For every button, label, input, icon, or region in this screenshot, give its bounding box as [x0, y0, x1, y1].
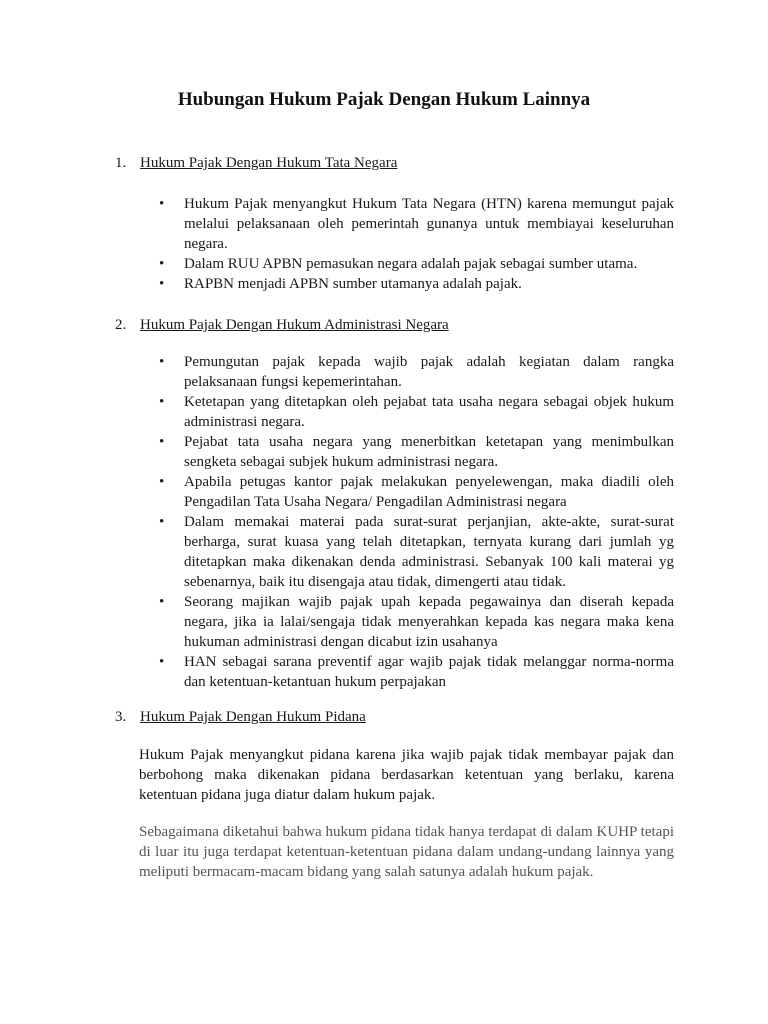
section-number: 1.: [115, 155, 127, 171]
bullet-icon: •: [159, 394, 165, 410]
list-item: • RAPBN menjadi APBN sumber utamanya adalah pajak.: [159, 276, 522, 292]
list-item: • Hukum Pajak menyangkut Hukum Tata Negara (HTN) karena memungut pajak melalui pelaksanaan oleh pemerintah gunanya untuk membiayai keseluruhan negara.: [159, 196, 674, 252]
list-item: • Pejabat tata usaha negara yang menerbitkan ketetapan yang menimbulkan sengketa sebagai subjek hukum administrasi negara.: [159, 434, 674, 470]
list-item: • Seorang majikan wajib pajak upah kepada pegawainya dan diserah kepada negara, jika ia lalai/sengaja tidak menyerahkan kepada kas negara maka kena hukuman administrasi dengan dicabut izin usahanya: [159, 594, 674, 650]
section-title: Hukum Pajak Dengan Hukum Pidana: [140, 709, 366, 725]
section-heading-1: [115, 153, 675, 173]
bullet-icon: •: [159, 654, 165, 670]
bullet-icon: •: [159, 256, 165, 272]
section-title: Hukum Pajak Dengan Hukum Administrasi Negara: [140, 317, 449, 333]
list-item: • Pemungutan pajak kepada wajib pajak adalah kegiatan dalam rangka pelaksanaan fungsi kepemerintahan.: [159, 354, 674, 390]
list-item: • Dalam RUU APBN pemasukan negara adalah pajak sebagai sumber utama.: [159, 256, 638, 272]
list-item: • Dalam memakai materai pada surat-surat perjanjian, akte-akte, surat-surat berharga, surat kuasa yang telah ditetapkan, ternyata kurang dari jumlah yg ditetapkan maka dikenakan denda administrasi. Sebanyak 100 kali materai yg sebenarnya, baik itu disengaja atau tidak, dimengerti atau tidak.: [159, 514, 674, 590]
section-number: 2.: [115, 317, 127, 333]
list-item: • Ketetapan yang ditetapkan oleh pejabat tata usaha negara sebagai objek hukum administrasi negara.: [159, 394, 674, 430]
section-title: Hukum Pajak Dengan Hukum Tata Negara: [140, 155, 398, 171]
bullet-icon: •: [159, 474, 165, 490]
section-heading-3: [115, 707, 675, 727]
paragraph-2: Sebagaimana diketahui bahwa hukum pidana tidak hanya terdapat di dalam KUHP tetapi di luar itu juga terdapat ketentuan-ketentuan pidana dalam undang-undang lainnya yang meliputi bermacam-macam bidang yang salah satunya adalah hukum pajak.: [139, 824, 674, 880]
bullet-icon: •: [159, 196, 165, 212]
section-number: 3.: [115, 709, 127, 725]
paragraph-1: Hukum Pajak menyangkut pidana karena jika wajib pajak tidak membayar pajak dan berbohong maka dikenakan pidana berdasarkan ketentuan yang berlaku, karena ketentuan pidana juga diatur dalam hukum pajak.: [139, 747, 674, 803]
list-item: • Apabila petugas kantor pajak melakukan penyelewengan, maka diadili oleh Pengadilan Tata Usaha Negara/ Pengadilan Administrasi negara: [159, 474, 674, 510]
document-title: Hubungan Hukum Pajak Dengan Hukum Lainnya: [177, 89, 591, 110]
bullet-icon: •: [159, 434, 165, 450]
bullet-list-1: [157, 194, 674, 294]
list-item: • HAN sebagai sarana preventif agar wajib pajak tidak melanggar norma-norma dan ketentuan-ketantuan hukum perpajakan: [159, 654, 674, 690]
section-heading-2: [115, 315, 675, 335]
bullet-icon: •: [159, 514, 165, 530]
bullet-icon: •: [159, 594, 165, 610]
bullet-list-2: [157, 352, 674, 692]
bullet-icon: •: [159, 276, 165, 292]
bullet-icon: •: [159, 354, 165, 370]
